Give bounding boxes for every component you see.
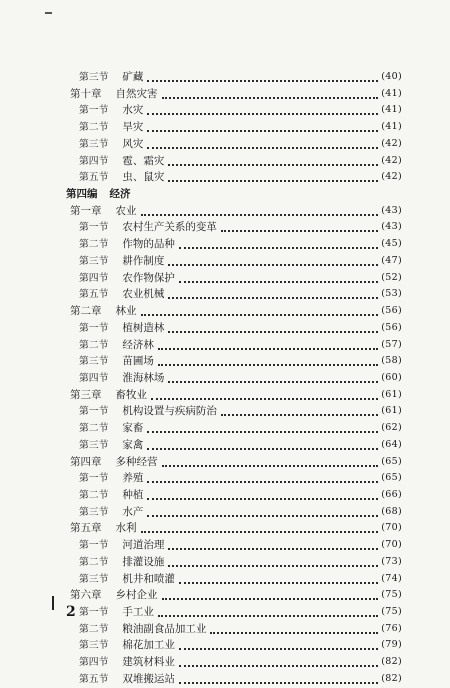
toc-entry-label [79, 504, 143, 521]
toc-entry-section [0, 236, 450, 253]
dot-leader [179, 247, 378, 249]
toc-entry-title: 家禽 [122, 438, 144, 451]
toc-entry-chapter [0, 387, 450, 404]
toc-entry-page: (41) [381, 87, 402, 99]
toc-entry-title: 旱灾 [122, 121, 144, 134]
toc-entry-title: 雹、霜灾 [122, 154, 165, 167]
toc-entry-label [70, 454, 158, 470]
dot-leader [221, 414, 378, 416]
toc-entry-title: 经济 [109, 188, 131, 201]
toc-entry-section [0, 69, 450, 86]
toc-entry-number: 第五节 [79, 673, 109, 685]
toc-entry-label [79, 637, 175, 654]
toc-entry-section [0, 554, 450, 571]
toc-entry-number: 第四编 [66, 188, 98, 201]
toc-entry-label [79, 604, 154, 621]
toc-entry-section [0, 253, 450, 270]
toc-entry-section [0, 353, 450, 370]
toc-entry-section [0, 169, 450, 186]
dot-leader [147, 80, 378, 82]
toc-entry-section [0, 337, 450, 354]
dot-leader [147, 498, 378, 500]
toc-entry-label [79, 537, 164, 554]
table-of-contents [0, 69, 450, 688]
toc-entry-page: (75) [381, 606, 402, 617]
toc-entry-number: 第二节 [79, 122, 109, 134]
dot-leader [168, 565, 378, 567]
toc-entry-title: 家畜 [122, 422, 144, 435]
dot-leader [210, 632, 378, 634]
toc-entry-section [0, 119, 450, 136]
toc-entry-page: (65) [381, 455, 402, 467]
toc-entry-number: 第二节 [79, 556, 109, 568]
toc-entry-page: (58) [381, 355, 402, 367]
toc-entry-label [79, 370, 164, 387]
toc-entry-title: 农村生产关系的变革 [122, 221, 217, 234]
toc-entry-section [0, 504, 450, 521]
toc-entry-section [0, 671, 450, 688]
toc-entry-title: 苗圃场 [122, 355, 154, 368]
toc-entry-number: 第二节 [79, 489, 109, 501]
toc-entry-number: 第二节 [79, 339, 109, 351]
toc-entry-section [0, 286, 450, 303]
toc-entry-label [70, 387, 147, 403]
toc-entry-number: 第十章 [70, 87, 102, 100]
toc-entry-title: 淮海林场 [122, 371, 165, 384]
toc-entry-chapter [0, 520, 450, 537]
toc-entry-number: 第一节 [79, 406, 109, 418]
toc-entry-title: 风灾 [122, 137, 144, 150]
toc-entry-title: 多种经营 [115, 455, 158, 468]
toc-entry-label [79, 470, 143, 487]
toc-entry-title: 农业机械 [122, 288, 165, 301]
toc-entry-page: (68) [381, 505, 402, 517]
toc-entry-number: 第一章 [70, 204, 102, 217]
toc-entry-title: 虫、鼠灾 [122, 171, 165, 184]
toc-entry-title: 农业 [115, 204, 137, 217]
toc-entry-number: 第三节 [79, 72, 109, 83]
toc-entry-page: (43) [381, 221, 402, 233]
toc-entry-title: 种植 [122, 488, 144, 501]
toc-entry-section [0, 437, 450, 454]
dot-leader [179, 665, 378, 667]
dot-leader [168, 297, 378, 299]
toc-entry-number: 第三节 [79, 506, 109, 518]
dot-leader [158, 364, 378, 366]
toc-entry-label [79, 236, 175, 253]
toc-entry-page: (47) [381, 254, 402, 266]
toc-entry-page: (70) [381, 539, 402, 551]
toc-entry-label [79, 286, 164, 303]
toc-entry-title: 排灌设施 [122, 555, 165, 568]
dot-leader [158, 615, 378, 617]
dot-leader [168, 164, 378, 166]
toc-entry-number: 第一节 [79, 473, 109, 485]
toc-entry-label [70, 86, 158, 102]
page-number: 2 [66, 604, 76, 620]
toc-entry-page: (64) [381, 438, 402, 450]
toc-entry-number: 第三章 [70, 388, 102, 401]
toc-entry-title: 耕作制度 [122, 254, 165, 267]
toc-entry-label [79, 403, 217, 420]
toc-entry-label [70, 203, 137, 219]
toc-entry-number: 第四节 [79, 372, 109, 384]
toc-entry-title: 水利 [115, 522, 137, 535]
toc-entry-section [0, 320, 450, 337]
toc-entry-label [79, 554, 164, 571]
dot-leader [141, 214, 378, 216]
dot-leader [162, 598, 378, 600]
toc-entry-title: 林业 [115, 305, 137, 318]
toc-entry-page: (66) [381, 488, 402, 500]
toc-entry-page: (82) [381, 672, 402, 684]
toc-entry-page: (41) [381, 104, 402, 116]
toc-entry-title: 机井和喷灌 [122, 572, 175, 585]
toc-entry-label [79, 102, 143, 119]
toc-entry-page: (61) [381, 405, 402, 417]
toc-entry-number: 第一节 [79, 322, 109, 334]
toc-entry-title: 双堆搬运站 [122, 672, 175, 685]
toc-entry-title: 经济林 [122, 338, 154, 351]
toc-entry-number: 第六章 [70, 589, 102, 602]
dot-leader [158, 348, 378, 350]
toc-entry-number: 第五节 [79, 172, 109, 184]
toc-entry-title: 手工业 [122, 606, 154, 618]
toc-entry-title: 畜牧业 [115, 388, 147, 401]
toc-entry-label [79, 153, 164, 170]
toc-entry-number: 第三节 [79, 573, 109, 585]
dot-leader [168, 331, 378, 333]
toc-entry-chapter [0, 454, 450, 471]
toc-entry-page: (62) [381, 422, 402, 434]
toc-entry-page: (56) [381, 321, 402, 333]
toc-entry-page: (43) [381, 204, 402, 216]
toc-entry-number: 第二节 [79, 623, 109, 635]
toc-entry-title: 建筑材料业 [122, 656, 175, 669]
toc-entry-section [0, 621, 450, 638]
toc-entry-chapter [0, 203, 450, 220]
toc-entry-title: 作物的品种 [122, 238, 175, 251]
toc-entry-title: 机构设置与疾病防治 [122, 405, 217, 418]
toc-entry-label [79, 420, 143, 437]
dot-leader [162, 465, 378, 467]
toc-entry-page: (75) [381, 589, 402, 601]
toc-entry-title: 乡村企业 [115, 589, 158, 602]
toc-entry-number: 第二章 [70, 305, 102, 318]
toc-entry-page: (45) [381, 238, 402, 250]
toc-entry-label [79, 621, 206, 638]
toc-entry-part [0, 186, 450, 203]
toc-entry-number: 第三节 [79, 255, 109, 267]
toc-entry-page: (76) [381, 622, 402, 634]
toc-entry-title: 矿藏 [122, 71, 144, 83]
toc-entry-section [0, 370, 450, 387]
dot-leader [147, 481, 378, 483]
dot-leader [147, 515, 378, 517]
toc-entry-chapter [0, 587, 450, 604]
toc-entry-section [0, 537, 450, 554]
toc-entry-title: 自然灾害 [115, 87, 158, 100]
toc-entry-title: 河道治理 [122, 539, 165, 552]
toc-entry-label [79, 270, 175, 287]
dot-leader [147, 113, 378, 115]
toc-entry-label [70, 303, 137, 319]
scan-mark [45, 12, 52, 14]
toc-entry-title: 养殖 [122, 472, 144, 485]
toc-entry-label [79, 353, 154, 370]
toc-entry-number: 第五章 [70, 522, 102, 535]
toc-entry-page: (57) [381, 338, 402, 350]
toc-entry-page: (41) [381, 121, 402, 133]
toc-entry-number: 第五节 [79, 289, 109, 301]
toc-entry-number: 第二节 [79, 239, 109, 251]
dot-leader [168, 264, 378, 266]
toc-entry-label [79, 671, 175, 688]
toc-entry-page: (56) [381, 305, 402, 317]
toc-entry-label [79, 487, 143, 504]
toc-entry-number: 第四章 [70, 455, 102, 468]
toc-entry-label [70, 520, 137, 536]
toc-entry-label [66, 186, 131, 202]
toc-entry-section [0, 136, 450, 153]
toc-entry-section [0, 102, 450, 119]
toc-entry-title: 水产 [122, 505, 144, 518]
dot-leader [151, 398, 378, 400]
toc-entry-page: (61) [381, 388, 402, 400]
dot-leader [168, 381, 378, 383]
toc-entry-page: (42) [381, 171, 402, 183]
toc-entry-number: 第一节 [79, 607, 109, 618]
toc-entry-section [0, 571, 450, 588]
toc-entry-label [70, 587, 158, 603]
toc-entry-page: (60) [381, 371, 402, 383]
dot-leader [162, 97, 378, 99]
toc-entry-section [0, 470, 450, 487]
toc-entry-page: (65) [381, 472, 402, 484]
toc-entry-chapter [0, 86, 450, 103]
toc-entry-page: (74) [381, 572, 402, 584]
toc-entry-number: 第一节 [79, 540, 109, 552]
toc-entry-page: (70) [381, 522, 402, 534]
toc-entry-page: (82) [381, 656, 402, 668]
toc-entry-number: 第三节 [79, 356, 109, 368]
toc-entry-label [79, 169, 164, 186]
toc-entry-number: 第四节 [79, 657, 109, 669]
dot-leader [179, 582, 378, 584]
toc-entry-label [79, 437, 143, 454]
toc-entry-page: (42) [381, 154, 402, 166]
toc-entry-number: 第一节 [79, 105, 109, 117]
dot-leader [179, 281, 378, 283]
toc-entry-label [79, 253, 164, 270]
toc-entry-section [0, 219, 450, 236]
toc-entry-number: 第四节 [79, 272, 109, 284]
toc-entry-page: (40) [381, 71, 402, 82]
toc-entry-section [0, 403, 450, 420]
toc-entry-chapter [0, 303, 450, 320]
dot-leader [179, 682, 378, 684]
toc-entry-label [79, 320, 164, 337]
toc-entry-number: 第四节 [79, 155, 109, 167]
toc-entry-number: 第三节 [79, 138, 109, 150]
toc-entry-label [79, 337, 154, 354]
dot-leader [168, 548, 378, 550]
toc-entry-title: 植树造林 [122, 321, 165, 334]
toc-entry-section [0, 270, 450, 287]
toc-entry-section [0, 420, 450, 437]
toc-entry-number: 第三节 [79, 640, 109, 652]
toc-entry-number: 第一节 [79, 222, 109, 234]
toc-entry-title: 粮油副食品加工业 [122, 622, 207, 635]
dot-leader [147, 130, 378, 132]
toc-entry-page: (52) [381, 271, 402, 283]
toc-entry-section [0, 487, 450, 504]
toc-entry-number: 第二节 [79, 423, 109, 435]
dot-leader [147, 147, 378, 149]
toc-entry-label [79, 136, 143, 153]
toc-entry-section [0, 153, 450, 170]
toc-entry-label [79, 571, 175, 588]
toc-entry-title: 农作物保护 [122, 271, 175, 284]
toc-entry-page: (53) [381, 288, 402, 300]
toc-entry-number: 第三节 [79, 439, 109, 451]
toc-entry-page: (73) [381, 555, 402, 567]
dot-leader [179, 648, 378, 650]
dot-leader [221, 230, 378, 232]
dot-leader [141, 314, 378, 316]
dot-leader [168, 180, 378, 182]
dot-leader [141, 531, 378, 533]
toc-entry-label [79, 119, 143, 136]
margin-mark [52, 596, 54, 610]
dot-leader [147, 431, 378, 433]
toc-entry-label [79, 69, 143, 86]
toc-entry-section [0, 637, 450, 654]
toc-entry-page: (42) [381, 137, 402, 149]
dot-leader [147, 448, 378, 450]
toc-entry-label [79, 219, 217, 236]
toc-entry-page: (79) [381, 639, 402, 651]
toc-entry-title: 水灾 [122, 104, 144, 117]
toc-entry-title: 棉花加工业 [122, 639, 175, 652]
